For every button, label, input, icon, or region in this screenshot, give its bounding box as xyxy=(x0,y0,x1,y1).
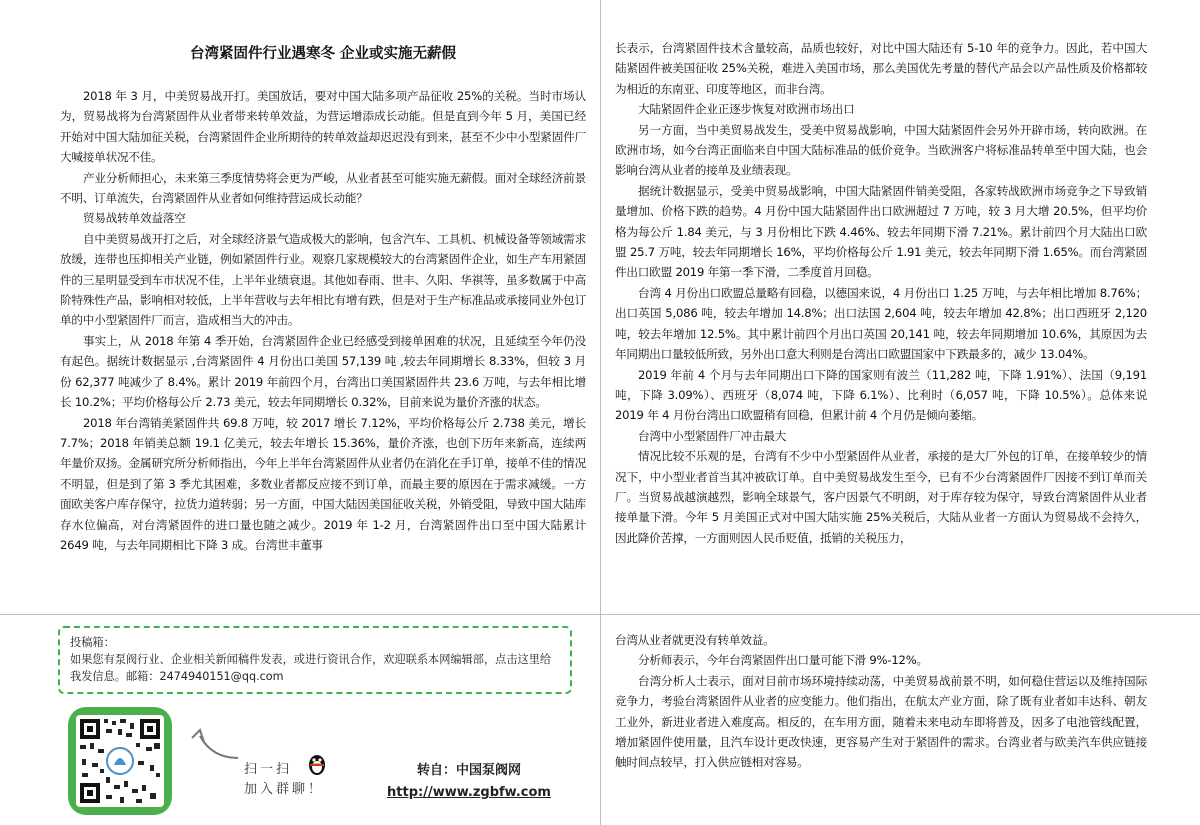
paragraph: 2019 年前 4 个月与去年同期出口下降的国家则有波兰（11,282 吨，下降 1.91%）、法国（9,191 吨，下降 3.09%）、西班牙（8,074 吨，下降 6.1%）、比利时（6,057 吨，下降 10.5%）。总体来说 2019 年 4 月份台湾出口欧盟稍有回稳，但累计前 4 个月仍是倾向萎缩。 xyxy=(615,367,1147,423)
paragraph: 长表示，台湾紧固件技术含量较高，品质也较好，对比中国大陆还有 5-10 年的竞争力。因此，若中国大陆紧固件被美国征收 25%关税，难进入美国市场，那么美国优先考量的替代产品会以产品性质及价格都较为相近的东南亚、印度等地区，而非台湾。 xyxy=(615,41,1147,96)
submission-body[interactable]: 如果您有泵阀行业、企业相关新闻稿件发表，或进行资讯合作，欢迎联系本网编辑部，点击这里给我发信息。邮箱：2474940151@qq.com xyxy=(70,653,552,683)
article-title: 台湾紧固件行业遇寒冬 企业或实施无薪假 xyxy=(189,46,457,62)
paragraph: 2018 年台湾销美紧固件共 69.8 万吨，较 2017 增长 7.12%，平均价格每公斤 2.738 美元，增长 7.7%；2018 年销美总额 19.1 亿美元，较去年增长 15.36%，量价齐涨，也创下历年来新高，连续两年量价双扬。金属研究所分析师指出，今年上半年台湾紧固件从业者仍在消化在手订单，接单不佳的情况不明显，但是到了第 3 季尤其困难，多数业者都反应接不到订单，而最主要的原因在于需求减缓。一方面欧美客户库存保守，拉货力道转弱；另一方面，中国大陆因美国征收关税，外销受阻，导致中国大陆库存水位偏高，对台湾紧固件的进口量也随之减少。2019 年 1-2 月，台湾紧固件出口至中国大陆累计 2649 吨，与去年同期相比下降 3 成。台湾世丰董事 xyxy=(60,415,586,552)
paragraph: 台湾从业者就更没有转单效益。 xyxy=(615,633,775,647)
source-attribution xyxy=(384,760,554,804)
section-heading: 台湾中小型紧固件厂冲击最大 xyxy=(638,428,787,443)
paragraph: 分析师表示，今年台湾紧固件出口量可能下滑 9%-12%。 xyxy=(638,653,928,668)
paragraph: 另一方面，当中美贸易战发生，受美中贸易战影响，中国大陆紧固件会另外开辟市场，转向欧洲。在欧洲市场，如今台湾正面临来自中国大陆标准品的低价竞争。当欧洲客户将标准品转单至中国大陆，也会影响台湾从业者的接单及业绩表现。 xyxy=(615,122,1147,178)
paragraph: 据统计数据显示，受美中贸易战影响，中国大陆紧固件销美受阻，各家转战欧洲市场竞争之下导致销量增加、价格下跌的趋势。4 月份中国大陆紧固件出口欧洲超过 7 万吨，较 3 月大增 20.5%，但平均价格为每公斤 1.84 美元，与 3 月份相比下跌 4.46%、较去年同期下滑 7.21%。累计前四个月大陆出口欧盟 25.7 万吨，较去年同期增长 16%，平均价格每公斤 1.91 美元，较去年同期下滑 1.65%。而台湾紧固件出口欧盟 2019 年第一季下滑，二季度首月回稳。 xyxy=(615,183,1147,280)
curved-arrow-icon xyxy=(182,724,242,764)
paragraph: 台湾 4 月份出口欧盟总量略有回稳，以德国来说，4 月份出口 1.25 万吨，与去年相比增加 8.76%；出口英国 5,086 吨，较去年增加 14.8%；出口法国 2,604 吨，较去年增加 42.8%；出口西班牙 2,120 吨，较去年增加 12.5%。其中累计前四个月出口英国 20,141 吨，较去年同期增加 10.6%，其原因为去年同期出口量较低所致，另外出口意大利则是台湾出口欧盟国家中下跌最多的，减少 13.04%。 xyxy=(615,285,1147,362)
paragraph: 事实上，从 2018 年第 4 季开始，台湾紧固件企业已经感受到接单困难的状况，且延续至今年仍没有起色。据统计数据显示 ,台湾紧固件 4 月份出口美国 57,139 吨 ,较去年同期增长 8.33%，但较 3 月份 62,377 吨减少了 8.4%。累计 2019 年前四个月，台湾出口美国紧固件共 23.6 万吨，与去年相比增长 10.2%；平均价格每公斤 2.73 美元，较去年同期增长 0.32%，目前来说为量价齐涨的状态。 xyxy=(60,333,586,410)
source-url-link[interactable]: http://www.zgbfw.com xyxy=(387,785,551,800)
scan-line-2: 加入群聊！ xyxy=(244,782,325,797)
source-label: 转自：中国泵阀网 xyxy=(416,763,521,778)
qr-code-frame xyxy=(68,707,172,815)
qr-code[interactable] xyxy=(76,715,164,807)
qq-penguin-icon xyxy=(306,752,328,776)
paragraph: 台湾分析人士表示，面对目前市场环境持续动荡，中美贸易战前景不明，如何稳住营运以及维持国际竞争力，考验台湾紧固件从业者的应变能力。他们指出，在航太产业方面，除了既有业者如丰达科、朝友工业外，新进业者进入难度高。相反的，在车用方面，随着未来电动车即将普及，因多了电池管线配置，增加紧固件使用量，且汽车设计更改快速，更容易产生对于紧固件的需求。台湾业者与欧美汽车供应链接触时间点较早，打入供应链相对容易。 xyxy=(615,673,1147,770)
right-column-bottom xyxy=(615,630,1147,820)
section-heading: 贸易战转单效益落空 xyxy=(83,211,186,226)
submission-heading: 投稿箱： xyxy=(70,636,115,649)
paragraph: 产业分析师担心，未来第三季度情势将会更为严峻，从业者甚至可能实施无薪假。面对全球经济前景不明、订单流失，台湾紧固件从业者如何维持营运成长动能？ xyxy=(60,170,586,206)
left-column xyxy=(60,46,586,618)
paragraph: 2018 年 3 月，中美贸易战开打。美国放话，要对中国大陆多项产品征收 25%的关税。当时市场认为，贸易战将为台湾紧固件从业者带来转单效益，为营运增添成长动能。但是直到今年 5 月，美国已经开始对中国大陆加征关税，台湾紧固件企业所期待的转单效益却迟迟没有到来，甚至不少中小型紧固件厂大喊接单状况不佳。 xyxy=(60,89,586,165)
section-heading: 大陆紧固件企业正逐步恢复对欧洲市场出口 xyxy=(638,102,855,117)
paragraph: 自中美贸易战开打之后，对全球经济景气造成极大的影响，包含汽车、工具机、机械设备等领域需求放缓，连带也压抑相关产业链，例如紧固件行业。观察几家规模较大的台湾紧固件企业，如生产车用紧固件的三星明显受到车市状况不佳，上半年业绩衰退。其他如春雨、世丰、久阳、华祺等，虽多数属于中高阶特殊性产品，影响相对较低，上半年营收与去年相比有增有跌，但是对于生产标准品或承接同业外包订单的中小型紧固件厂而言，造成相当大的冲击。 xyxy=(60,231,586,328)
paragraph: 情况比较不乐观的是，台湾有不少中小型紧固件从业者，承接的是大厂外包的订单，在接单较少的情况下，中小型业者首当其冲被砍订单。自中美贸易战发生至今，已有不少台湾紧固件厂因接不到订单而关厂。当贸易战越演越烈，影响全球景气，客户因景气不明朗，对于库存较为保守，导致台湾紧固件从业者接单量下滑。今年 5 月美国正式对中国大陆实施 25%关税后，大陆从业者一方面认为贸易战不会持久，因此降价苦撑，一方面则因人民币贬值，抵销的关税压力， xyxy=(615,449,1147,545)
submission-box[interactable] xyxy=(58,626,572,694)
scan-line-1: 扫一扫 xyxy=(244,762,293,777)
qr-code-icon xyxy=(76,715,164,807)
column-divider xyxy=(600,0,601,825)
right-column-top xyxy=(615,0,1147,610)
